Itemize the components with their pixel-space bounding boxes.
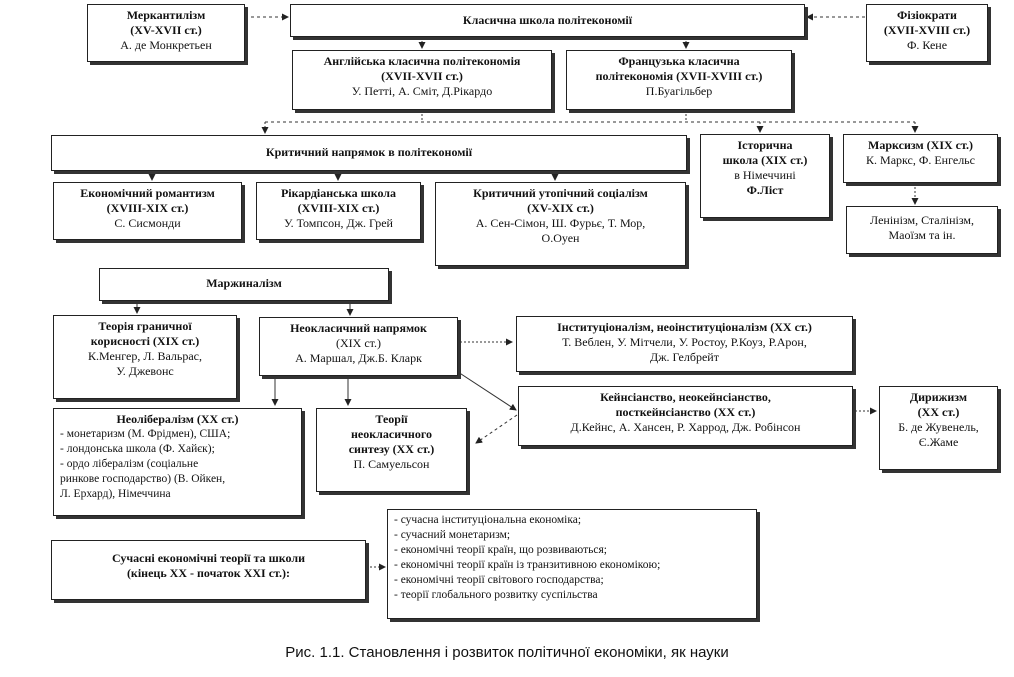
granychnoi-title: Теорія граничної [98, 319, 192, 333]
box-keinsianstvo [518, 386, 853, 446]
neoklas-syntez-authors: П. Самуельсон [353, 457, 430, 471]
marksyzm-authors: К. Маркс, Ф. Енгельс [866, 153, 975, 167]
fiziokraty-authors: Ф. Кене [906, 38, 948, 52]
box-krytychnyi [51, 135, 687, 171]
box-marksyzm [843, 134, 998, 183]
leninizm-line2: Маоїзм та ін. [888, 228, 956, 242]
suchasni-list-item: - сучасна інституціональна економіка; [394, 514, 582, 526]
keinsianstvo-title2: посткейнсіанство (XX ст.) [615, 405, 756, 419]
keinsianstvo-title: Кейнсіанство, неокейнсіанство, [600, 390, 771, 404]
arrow-keinsianstvo-syntez [476, 415, 517, 443]
neoklas-syntez-line3: синтезу (XX ст.) [348, 442, 435, 456]
frantsuzka-authors: П.Буагільбер [645, 84, 713, 98]
keinsianstvo-authors: Д.Кейнс, А. Хансен, Р. Харрод, Дж. Робінсон [570, 420, 801, 434]
neoliberalizm-item: - ордо лібералізм (соціальне [60, 458, 199, 470]
neoklas-syntez-line2: неокласичного [351, 427, 432, 441]
dyryzhyzm-authors1: Б. де Жувенель, [898, 420, 979, 434]
box-leninizm [846, 206, 998, 254]
rikardianska-period: (XVIII-XIX ст.) [297, 201, 380, 215]
box-neoklas-syntez [316, 408, 467, 492]
neoklas-syntez-line1: Теорії [375, 412, 408, 426]
angliyska-title: Англійська класична політекономія [323, 54, 521, 68]
neoklasychnyi-authors: А. Маршал, Дж.Б. Кларк [295, 351, 422, 365]
box-rikardianska [256, 182, 421, 240]
krytychnyi-title: Критичний напрямок в політекономії [265, 145, 473, 159]
box-merkantylizm [87, 4, 245, 62]
neoliberalizm-item: Л. Ерхард), Німеччина [60, 488, 171, 500]
box-romantyzm [53, 182, 242, 240]
box-utopichnyi [435, 182, 686, 266]
fiziokraty-title: Фізіократи [897, 8, 957, 22]
rikardianska-title: Рікардіанська школа [280, 186, 397, 200]
granychnoi-title2: корисності (XIX ст.) [90, 334, 200, 348]
box-frantsuzka [566, 50, 792, 110]
neoliberalizm-item: - лондонська школа (Ф. Хайєк); [60, 443, 215, 455]
merkantylizm-period: (XV-XVII ст.) [130, 23, 202, 37]
neoliberalizm-item: ринкове господарство) (В. Ойкен, [60, 473, 226, 485]
box-suchasni-list [387, 509, 757, 619]
angliyska-period: (XVII-XVII ст.) [381, 69, 463, 83]
utopichnyi-title: Критичний утопічний соціалізм [473, 186, 648, 200]
rikardianska-authors: У. Томпсон, Дж. Грей [284, 216, 393, 230]
suchasni-list-item: - економічні теорії світового господарства; [394, 574, 604, 586]
suchasni-list-item: - сучасний монетаризм; [394, 529, 511, 541]
marksyzm-title: Марксизм (XIX ст.) [868, 138, 973, 152]
romantyzm-title: Економічний романтизм [80, 186, 215, 200]
klasychna-title: Класична школа політекономії [462, 13, 633, 27]
utopichnyi-authors1: А. Сен-Сімон, Ш. Фурьє, Т. Мор, [475, 216, 646, 230]
box-granychnoi [53, 315, 237, 399]
suchasni-list-item: - економічні теорії країн, що розвиваються; [394, 544, 607, 556]
box-dyryzhyzm [879, 386, 998, 470]
granychnoi-authors1: К.Менгер, Л. Вальрас, [87, 349, 203, 363]
granychnoi-authors2: У. Джевонс [116, 364, 174, 378]
instytutsionalizm-authors2: Дж. Гелбрейт [650, 350, 719, 364]
leninizm-line1: Ленінізм, Сталінізм, [870, 213, 974, 227]
figure-caption: Рис. 1.1. Становлення і розвиток політичної економіки, як науки [285, 644, 729, 661]
neoliberalizm-item: - монетаризм (М. Фрідмен), США; [60, 428, 231, 440]
box-suchasni [51, 540, 366, 600]
suchasni-period: (кінець XX - початок XXI ст.): [126, 566, 291, 580]
neoklasychnyi-title: Неокласичний напрямок [290, 321, 427, 335]
instytutsionalizm-title: Інституціоналізм, неоінституціоналізм (XX ст.) [557, 320, 812, 334]
frantsuzka-title: Французька класична [618, 54, 740, 68]
box-neoliberalizm [53, 408, 302, 516]
utopichnyi-period: (XV-XIX ст.) [527, 201, 594, 215]
romantyzm-authors: С. Сисмонди [114, 216, 181, 230]
marzhynalizm-title: Маржиналізм [206, 276, 282, 290]
box-angliyska [292, 50, 552, 110]
suchasni-list-item: - економічні теорії країн із транзитивною економікою; [394, 559, 661, 571]
suchasni-list-item: - теорії глобального розвитку суспільства [394, 589, 598, 601]
utopichnyi-authors2: О.Оуен [541, 231, 580, 245]
dyryzhyzm-authors2: Є.Жаме [918, 435, 959, 449]
instytutsionalizm-authors1: Т. Веблен, У. Мітчели, У. Ростоу, Р.Коуз, Р.Арон, [562, 335, 807, 349]
neoklasychnyi-period: (XIX ст.) [336, 336, 381, 350]
neoliberalizm-title: Неолібералізм (XX ст.) [116, 412, 239, 426]
box-fiziokraty [866, 4, 988, 62]
box-istorychna [700, 134, 830, 218]
box-marzhynalizm [99, 268, 389, 301]
istorychna-line2: школа (XIX ст.) [722, 153, 808, 167]
istorychna-authors: Ф.Ліст [746, 183, 784, 197]
merkantylizm-title: Меркантилізм [126, 8, 206, 22]
istorychna-line3: в Німеччині [734, 168, 796, 182]
istorychna-line1: Історична [737, 138, 793, 152]
angliyska-authors: У. Петті, А. Сміт, Д.Рікардо [351, 84, 493, 98]
dyryzhyzm-period: (XX ст.) [917, 405, 960, 419]
fiziokraty-period: (XVII-XVIII ст.) [883, 23, 971, 37]
suchasni-title: Сучасні економічні теорії та школи [112, 551, 305, 565]
frantsuzka-title2: політекономія (XVII-XVIII ст.) [595, 69, 763, 83]
arrow-neoklasychnyi-keinsianstvo [455, 370, 516, 410]
box-klasychna [290, 4, 805, 37]
box-instytutsionalizm [516, 316, 853, 372]
dyryzhyzm-title: Дирижизм [909, 390, 968, 404]
romantyzm-period: (XVIII-XIX ст.) [106, 201, 189, 215]
box-neoklasychnyi [259, 317, 458, 376]
merkantylizm-authors: А. де Монкретьен [120, 38, 212, 52]
